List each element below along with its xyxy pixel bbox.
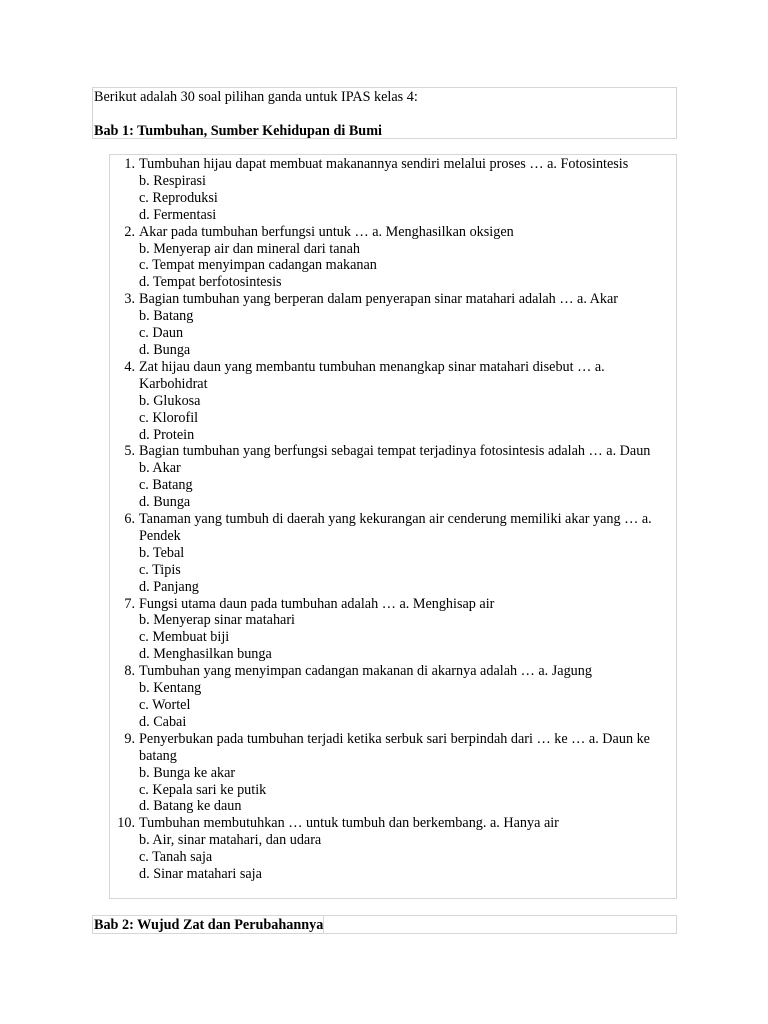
option-c: c. Batang xyxy=(139,477,193,494)
question-number: 3. xyxy=(124,291,135,308)
option-b: b. Menyerap air dan mineral dari tanah xyxy=(139,240,360,257)
question-item xyxy=(110,511,676,596)
question-text: Akar pada tumbuhan berfungsi untuk … a. Menghasilkan oksigen xyxy=(139,223,514,240)
question-text: Penyerbukan pada tumbuhan terjadi ketika serbuk sari berpindah dari … ke … a. Daun ke batang xyxy=(139,730,650,764)
option-d: d. Panjang xyxy=(139,578,199,595)
option-d: d. Tempat berfotosintesis xyxy=(139,274,282,291)
option-b: b. Air, sinar matahari, dan udara xyxy=(139,832,322,849)
question-number: 10. xyxy=(117,815,135,832)
question-text: Tanaman yang tumbuh di daerah yang kekurangan air cenderung memiliki akar yang … a. Pendek xyxy=(139,511,652,544)
option-c: c. Tipis xyxy=(139,561,181,578)
intro-section xyxy=(92,87,677,139)
question-list-container xyxy=(109,154,677,899)
option-d: d. Bunga xyxy=(139,341,191,358)
question-text: Tumbuhan membutuhkan … untuk tumbuh dan berkembang. a. Hanya air xyxy=(139,815,559,832)
question-item xyxy=(110,291,676,359)
question-number: 9. xyxy=(124,730,135,747)
option-b: b. Menyerap sinar matahari xyxy=(139,612,296,629)
option-d: d. Menghasilkan bunga xyxy=(139,646,272,663)
question-number: 2. xyxy=(124,223,135,240)
option-c: c. Tanah saja xyxy=(139,849,213,866)
option-d: d. Cabai xyxy=(139,713,187,730)
question-number: 1. xyxy=(124,156,135,172)
option-d: d. Protein xyxy=(139,426,195,443)
question-number: 4. xyxy=(124,358,135,375)
option-d: d. Bunga xyxy=(139,494,191,511)
question-text: Tumbuhan hijau dapat membuat makanannya sendiri melalui proses … a. Fotosintesis xyxy=(139,156,629,172)
option-c: c. Klorofil xyxy=(139,409,199,426)
option-c: c. Membuat biji xyxy=(139,629,230,646)
intro-text: Berikut adalah 30 soal pilihan ganda untuk IPAS kelas 4: xyxy=(94,89,418,105)
chapter-2-section xyxy=(92,915,677,934)
option-b: b. Akar xyxy=(139,460,181,477)
question-text: Zat hijau daun yang membantu tumbuhan menangkap sinar matahari disebut … a. Karbohidrat xyxy=(139,358,605,392)
question-text: Bagian tumbuhan yang berperan dalam penyerapan sinar matahari adalah … a. Akar xyxy=(139,291,619,308)
question-item xyxy=(110,663,676,731)
option-b: b. Batang xyxy=(139,308,194,325)
option-d: d. Fermentasi xyxy=(139,206,217,223)
option-b: b. Respirasi xyxy=(139,172,206,189)
option-b: b. Bunga ke akar xyxy=(139,764,236,781)
question-text: Bagian tumbuhan yang berfungsi sebagai tempat terjadinya fotosintesis adalah … a. Daun xyxy=(139,443,651,460)
question-item xyxy=(110,731,676,816)
option-d: d. Sinar matahari saja xyxy=(139,866,262,883)
question-list xyxy=(110,156,676,883)
option-b: b. Kentang xyxy=(139,680,202,697)
question-item xyxy=(110,156,676,224)
question-text: Fungsi utama daun pada tumbuhan adalah … a. Menghisap air xyxy=(139,595,495,612)
option-c: c. Wortel xyxy=(139,697,191,713)
question-item xyxy=(110,359,676,444)
question-number: 7. xyxy=(124,595,135,612)
question-text: Tumbuhan yang menyimpan cadangan makanan di akarnya adalah … a. Jagung xyxy=(139,663,592,680)
chapter-1-heading: Bab 1: Tumbuhan, Sumber Kehidupan di Bumi xyxy=(94,123,382,139)
option-b: b. Glukosa xyxy=(139,392,201,409)
option-c: c. Reproduksi xyxy=(139,189,218,206)
chapter-2-heading: Bab 2: Wujud Zat dan Perubahannya xyxy=(94,917,324,933)
option-c: c. Daun xyxy=(139,325,184,342)
option-c: c. Kepala sari ke putik xyxy=(139,781,267,798)
option-d: d. Batang ke daun xyxy=(139,798,242,815)
option-c: c. Tempat menyimpan cadangan makanan xyxy=(139,257,377,274)
option-b: b. Tebal xyxy=(139,544,185,561)
question-number: 6. xyxy=(124,511,135,528)
question-item xyxy=(110,443,676,511)
question-item xyxy=(110,596,676,664)
question-item xyxy=(110,815,676,883)
question-number: 5. xyxy=(124,443,135,460)
question-number: 8. xyxy=(124,663,135,680)
question-item xyxy=(110,224,676,292)
